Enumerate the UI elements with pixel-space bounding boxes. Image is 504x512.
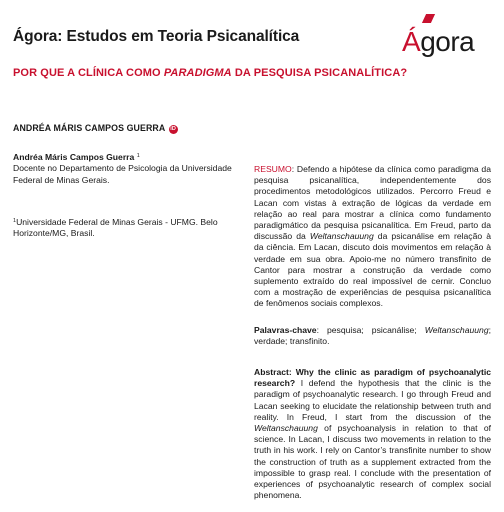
logo-first-letter: Á	[402, 26, 421, 57]
affiliation-sup: 1	[136, 153, 140, 159]
article-title-emphasis: PARADIGMA	[163, 67, 232, 79]
journal-title: Ágora: Estudos em Teoria Psicanalítica	[13, 28, 300, 45]
abstract-text-part1: I defend the hypothesis that the clinic is the paradigm of psychoanalytic research. I go through Freud and Lacan seeking to elucidate the relationship between truth and reality. In Freud, I start from the discussion of the	[254, 378, 491, 422]
palavras-chave-text-part2: ; verdade; transfinito.	[254, 325, 491, 347]
affiliation-name: Andréa Máris Campos Guerra	[13, 152, 135, 162]
resumo-text-part1: : Defendo a hipótese da clínica como paradigma da pesquisa psicanalítica, independentemente dos procedimentos metodológicos utilizados. Percorro Freud e Lacan com vistas à extração de lógicas da verdade em relação ao real para mostrar a clínica como fundamento paradigmático da pesquisa psicanalítica. Em Freud, parto da discussão da	[254, 164, 491, 242]
logo-wordmark	[402, 27, 474, 57]
logo-rest: gora	[420, 26, 475, 57]
resumo-paragraph	[254, 164, 491, 310]
author-affiliation	[13, 151, 238, 186]
abstract-section	[254, 367, 491, 501]
resumo-emphasis: Weltanschauung	[309, 231, 374, 242]
abstract-emphasis: Weltanschauung	[254, 423, 318, 434]
resumo-text-part2: da psicanálise em relação à da ciência. Em Lacan, discuto dois movimentos em relação à verdade em sua obra. Apoio-me no número transfinito de Cantor para mostrar a construção da verdade como suplemento extraído do real impossível de cernir. Concluo com a mostração de experiências de pesquisa psicanalítica de fenômenos sociais complexos.	[254, 231, 491, 309]
logo-accent-mark	[422, 14, 435, 23]
author-name: ANDRÉA MÁRIS CAMPOS GUERRA	[13, 123, 165, 133]
article-title	[13, 67, 407, 79]
palavras-chave-paragraph	[254, 325, 491, 347]
affiliation-note	[13, 216, 241, 240]
article-title-part1: POR QUE A CLÍNICA COMO	[13, 67, 164, 79]
author-byline	[13, 123, 178, 134]
palavras-chave-section	[254, 325, 491, 347]
affiliation-note-sup: 1	[13, 218, 17, 224]
palavras-chave-emphasis: Weltanschauung	[424, 325, 489, 335]
abstract-text-part2: of psychoanalysis in relation to that of science. In Lacan, I discuss two movements in relation to the truth in his work. I rely on Cantor’s transfinite number to show the construction of truth as a supplement extracted from the impossible to grasp real. I conclude with the presentation of experiences of psychoanalytic research of complex social phenomena.	[254, 423, 491, 501]
affiliation-note-text: Universidade Federal de Minas Gerais - UFMG. Belo Horizonte/MG, Brasil.	[13, 217, 218, 239]
article-title-part2: DA PESQUISA PSICANALÍTICA?	[231, 67, 408, 79]
abstract-label: Abstract: Why the clinic as paradigm of psychoanalytic research?	[254, 367, 491, 389]
journal-logo	[402, 15, 492, 59]
palavras-chave-label: Palavras-chave	[254, 325, 317, 335]
resumo-section	[254, 164, 491, 310]
orcid-icon[interactable]: iD	[170, 126, 176, 132]
resumo-label: RESUMO	[254, 164, 292, 174]
palavras-chave-text-part1: : pesquisa; psicanálise;	[316, 325, 425, 335]
abstract-paragraph	[254, 367, 491, 501]
affiliation-role: Docente no Departamento de Psicologia da Universidade Federal de Minas Gerais.	[13, 163, 232, 185]
